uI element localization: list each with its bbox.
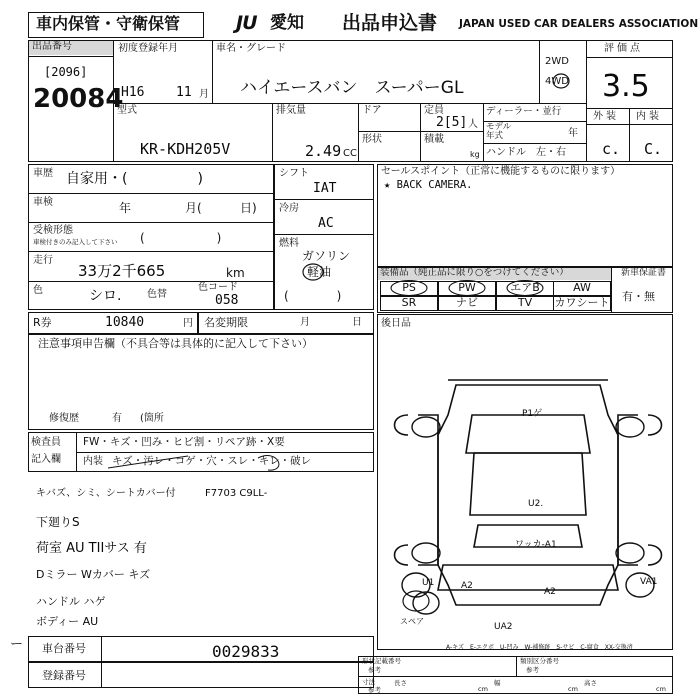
chassis-label: 車台番号 [42,642,86,655]
inspector-row-2-marks [108,452,368,472]
storage-label: 車内保管・守衛保管 [36,14,181,33]
custom-width: 幅 [494,679,501,687]
diagram-note: VA1 [640,577,658,587]
diagram-note: U1 [422,578,435,588]
color-change-label: 色替 [147,289,167,300]
inspection-day-unit: 日) [240,201,257,215]
year-label: 年式 [486,131,504,141]
score-label: 評価点 [604,43,643,54]
year-unit: 年 [568,128,578,139]
spare-label: スペア [400,617,424,626]
lot-number: 20084 [33,84,124,114]
displacement-label: 排気量 [276,105,306,116]
load-unit: kg [470,150,480,159]
custom-ref-3: 参考 [368,686,381,694]
color-value: シロ. [89,288,122,304]
inspection-label: 車検 [33,197,53,208]
2wd-label: 2WD [545,56,569,67]
equipment-label: 装備品（純正品に限り○をつけてください） [378,268,611,280]
fuel-circle-mark [302,263,324,281]
inspector-row-1: FW・キズ・凹み・ヒビ割・リペア跡・X要 [83,436,285,448]
model-value: KR-KDH205V [140,140,231,158]
color-label: 色 [33,285,43,296]
inspector-row-2: キズ・汚レ・コゲ・穴・スレ・キレ・破レ [112,455,312,467]
equipment-item: SR [401,296,417,309]
inspection-month-unit: 月( [185,201,202,215]
notes-label: 注意事項申告欄（不具合等は具体的に記入して下さい） [38,337,313,350]
custom-length: 長さ [394,679,407,687]
custom-ref-2: 参考 [526,666,539,674]
dealer-label: ディーラー・並行 [486,106,562,117]
lot-bracket: [2096] [44,65,88,79]
mileage-value: 33万2千665 [78,262,166,280]
custom-length-unit: cm [478,685,488,693]
exterior-grade: c. [602,140,621,158]
warranty-value: 有・無 [622,290,655,303]
fuel-diesel: 軽油 [307,265,332,279]
car-name-label: 車名・グレード [216,43,286,54]
recycle-label: R券 [33,316,52,329]
registration-month-unit: 月 [199,89,209,100]
sales-point-value: ★ BACK CAMERA. [384,179,473,191]
capacity-value: 2[5] [436,115,468,130]
fuel-paren: ( ) [284,289,342,303]
aircon-label: 冷房 [279,203,299,214]
custom-height-unit: cm [656,685,666,693]
acceptance-note: 車検付きのみ記入して下さい [33,238,118,246]
custom-width-unit: cm [568,685,578,693]
equipment-item: ナビ [456,296,478,309]
comment-line: 荷室 AU TIIサス 有 [36,541,147,556]
repair-value: 有 [112,413,122,424]
comment-line: ボディー AU [36,615,99,628]
color-code-value: 058 [215,293,239,308]
repair-label: 修復歴 [49,413,79,424]
diagram-note: ワッカ-A1 [515,540,557,550]
capacity-label: 定員 [424,105,444,116]
equipment-circle-mark [505,280,545,296]
comment-line: Dミラー Wカバー キズ [36,568,151,581]
name-change-month-unit: 月 [300,317,310,328]
diagram-note: A2 [544,587,556,597]
chassis-value: 0029833 [212,642,280,661]
shift-value: IAT [313,181,337,196]
sales-point-label: セールスポイント（正常に機能するものに限ります） [381,166,621,177]
recycle-unit: 円 [183,318,193,329]
sheet-title: 出品申込書 [342,12,438,34]
4wd-circle-mark [551,73,571,89]
equipment-item: カワシート [554,296,610,309]
association-name: JAPAN USED CAR DEALERS ASSOCIATION [459,18,699,30]
equipment-item: TV [517,296,533,309]
recycle-value: 10840 [105,315,145,330]
interior-label: 内装 [636,111,662,122]
repair-location: (箇所 [140,413,164,424]
chassis-prefix: ー [10,637,24,652]
model-label: 型式 [117,105,137,116]
fuel-label: 燃料 [279,238,299,249]
acceptance-label: 受検形態 [33,225,73,236]
model-year-label: モデル [486,122,512,132]
equipment-item: PW [458,281,476,294]
displacement-unit: CC [343,148,357,159]
equipment-circle-mark [447,280,487,296]
custom-label-2: 類別区分番号 [520,657,559,665]
registration-year: H16 [121,85,145,100]
custom-height: 高さ [584,679,597,687]
inspector-label-1: 検査員 [31,437,61,448]
diagram-note: U2. [528,499,544,509]
comment-line: 下廻りS [36,515,80,529]
load-label: 積載 [424,134,444,145]
car-name-value: ハイエースバン スーパーGL [240,78,464,98]
custom-size-label: 寸法 [362,678,375,686]
color-code-label: 色コード [198,282,238,293]
score-value: 3.5 [602,69,650,104]
inspector-row-2-label: 内装 [83,456,103,467]
acceptance-paren: ( ) [140,231,222,245]
handle-label: ハンドル 左・右 [486,147,566,158]
comment-line: キバズ、シミ、シートカバー付 [36,488,176,499]
fuel-gasoline: ガソリン [302,249,351,263]
mileage-label: 走行 [33,255,53,266]
name-change-day-unit: 日 [352,317,362,328]
equipment-item: AW [573,281,591,294]
equipment-item: PS [402,281,416,294]
lot-label: 出品番号 [29,41,113,55]
inspection-year-unit: 年 [119,201,132,215]
shift-label: シフト [279,168,309,179]
doors-label: ドア [362,105,382,116]
plate-label: 登録番号 [42,669,86,682]
shape-label: 形状 [362,134,382,145]
custom-ref-1: 参考 [368,666,381,674]
ju-logo: JU [236,12,257,34]
name-change-label: 名変期限 [204,316,248,329]
exterior-label: 外装 [593,111,619,122]
comment-line: ハンドル ハゲ [36,595,106,608]
comment-line: F7703 C9LL- [205,488,268,499]
history-value: 自家用・( ) [66,171,203,187]
history-label: 車歴 [33,168,53,179]
equipment-circle-mark [389,280,429,296]
custom-label-1: 形状記載番号 [362,657,401,665]
diagram-note: UA2 [494,622,513,632]
inspector-label-2: 記入欄 [31,454,61,465]
aircon-value: AC [318,216,334,231]
logo-region: 愛知 [270,13,304,33]
warranty-label: 新車保証書 [621,268,667,278]
rear-label: 後日品 [381,318,411,329]
registration-label: 初度登録年月 [118,43,178,54]
capacity-unit: 人 [468,119,478,130]
diagram-note: A2 [461,581,473,591]
diagram-note: P1ゲ [522,409,543,419]
interior-grade: C. [644,140,663,158]
equipment-item: エアB [510,281,540,294]
registration-month: 11 [176,85,192,100]
4wd-label: 4WD [545,76,569,87]
displacement-value: 2.49 [305,142,342,160]
mileage-unit: km [226,266,245,280]
damage-legend: A-キズ E-エクボ U-凹み W-補修跡 S-サビ C-腐食 XX-交換済 [446,644,633,651]
